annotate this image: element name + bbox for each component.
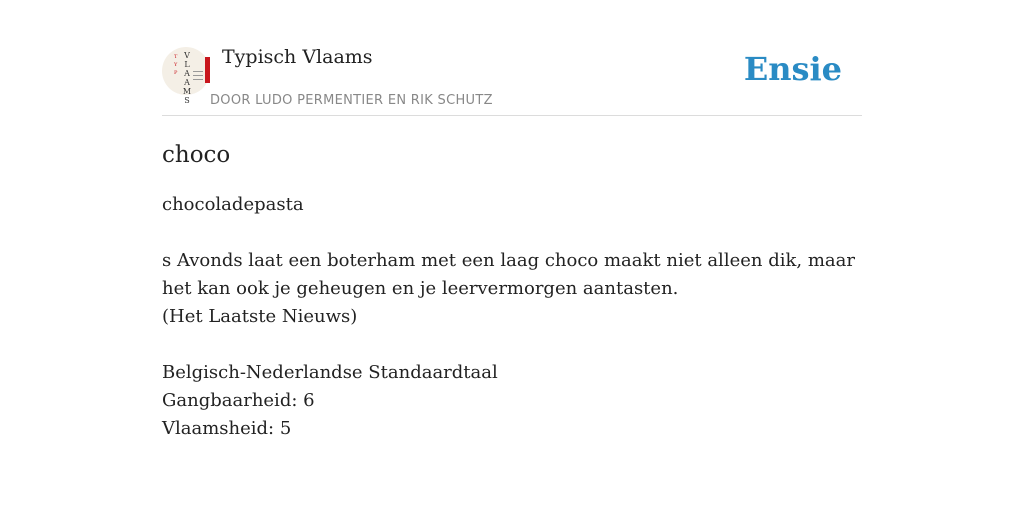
entry-title: choco <box>162 142 231 168</box>
entry-definition: chocoladepasta <box>162 194 304 215</box>
book-title[interactable]: Typisch Vlaams <box>222 46 373 68</box>
book-logo-icon[interactable] <box>162 47 210 105</box>
ensie-brand-link[interactable]: Ensie <box>743 50 842 88</box>
entry-gangbaarheid: Gangbaarheid: 6 <box>162 390 315 411</box>
logo-lines <box>193 71 203 83</box>
entry-header <box>162 44 862 116</box>
spacer <box>162 331 862 359</box>
logo-letters: V L A A M S <box>182 51 192 105</box>
entry-body <box>162 191 862 443</box>
spacer <box>162 219 862 247</box>
entry-language: Belgisch-Nederlandse Standaardtaal <box>162 362 498 383</box>
logo-red-letters: T Y P <box>174 54 178 76</box>
entry-source: (Het Laatste Nieuws) <box>162 306 358 327</box>
page-container <box>162 44 862 443</box>
logo-red-stripe <box>205 57 210 83</box>
entry-example: s Avonds laat een boterham met een laag choco maakt niet alleen dik, maar het kan ook je geheugen en je leervermorgen aantasten. <box>162 250 855 299</box>
book-authors: DOOR LUDO PERMENTIER EN RIK SCHUTZ <box>210 93 493 108</box>
entry-vlaamsheid: Vlaamsheid: 5 <box>162 418 292 439</box>
